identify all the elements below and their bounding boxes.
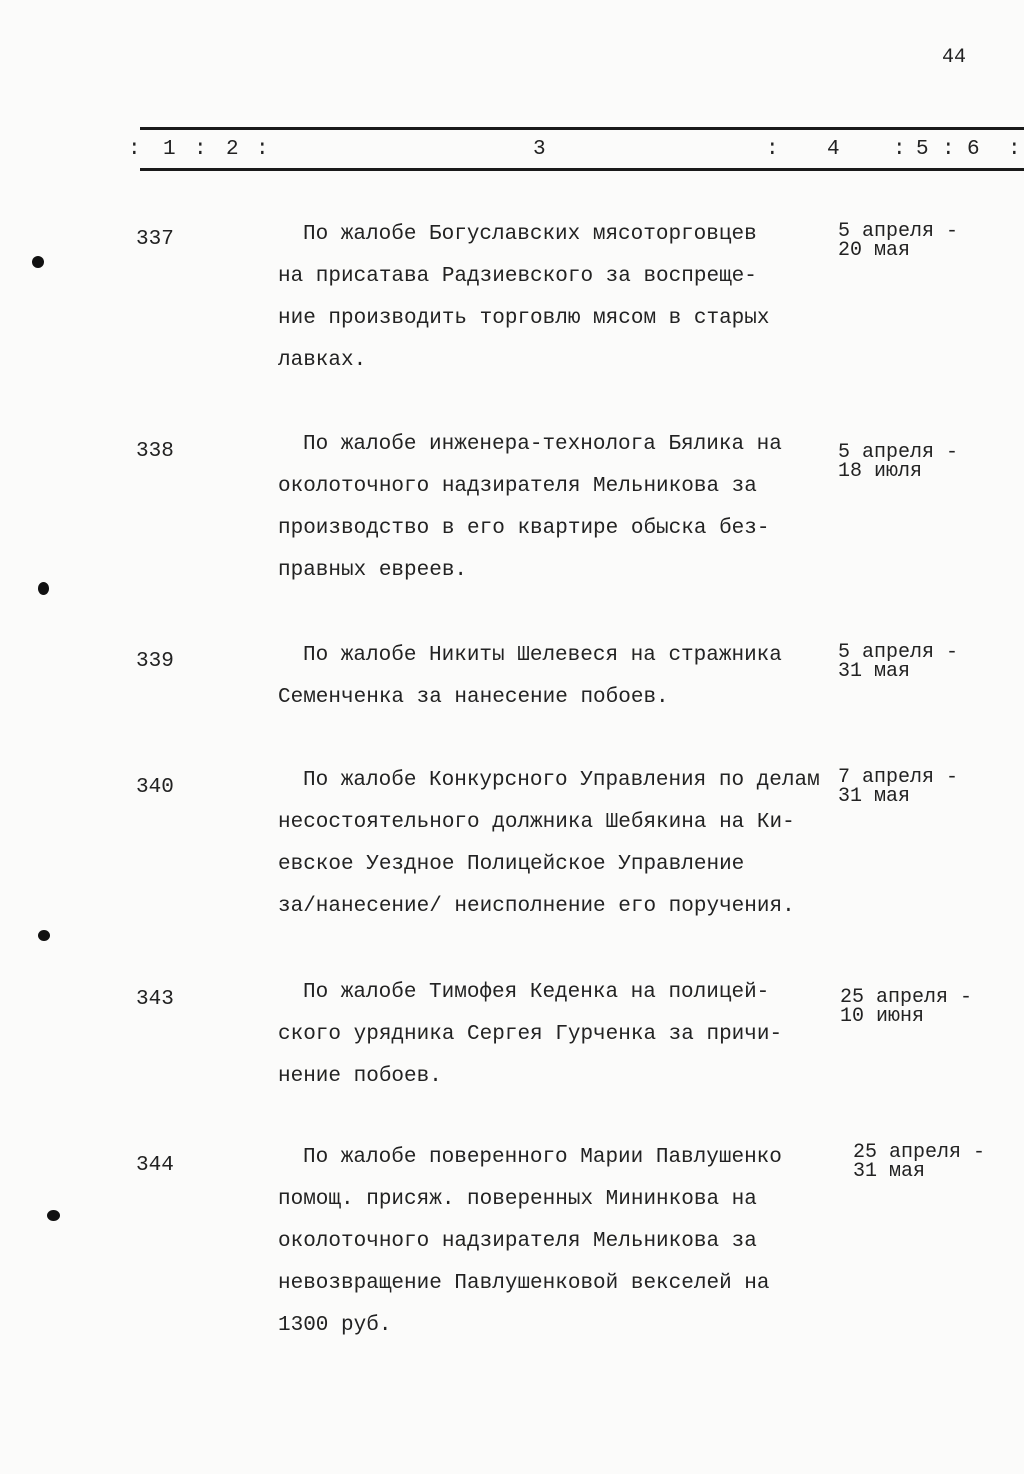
date-to: 20 мая (838, 239, 911, 262)
entry-dates (838, 222, 958, 260)
date-from: 25 апреля - (853, 1141, 986, 1164)
date-to: 31 мая (838, 660, 911, 683)
entry-number: 339 (136, 650, 174, 673)
header-bottom-rule (140, 168, 1024, 171)
entry-text (278, 635, 782, 719)
text-line: ского урядника Сергея Гурченка за причи- (278, 1023, 783, 1046)
date-to: 10 июня (840, 1005, 925, 1028)
header-sep: : (942, 138, 955, 161)
text-line: на присатава Радзиевского за воспреще- (278, 265, 757, 288)
text-line: По жалобе Тимофея Кеденка на полицей- (303, 981, 770, 1004)
header-sep: : (194, 138, 207, 161)
page-number: 44 (942, 46, 967, 69)
text-line: производство в его квартире обыска без- (278, 517, 770, 540)
entry-text (278, 214, 769, 382)
header-sep: : (766, 138, 779, 161)
date-to: 31 мая (853, 1160, 926, 1183)
text-line: помощ. присяж. поверенных Мининкова на (278, 1188, 757, 1211)
entry-text (278, 424, 782, 592)
entry-number: 340 (136, 776, 174, 799)
date-from: 7 апреля - (838, 766, 959, 789)
entry-text (278, 760, 820, 928)
entry-dates (840, 988, 972, 1026)
date-from: 5 апреля - (838, 641, 959, 664)
header-col-6: 6 (967, 138, 980, 161)
date-from: 25 апреля - (840, 986, 973, 1009)
text-line: правных евреев. (278, 559, 468, 582)
entry-number: 343 (136, 988, 174, 1011)
header-col-3: 3 (533, 138, 546, 161)
header-col-5: 5 (916, 138, 929, 161)
text-line: околоточного надзирателя Мельникова за (278, 1230, 757, 1253)
text-line: нение побоев. (278, 1065, 442, 1088)
header-top-rule (140, 127, 1024, 130)
punch-hole-mark (38, 582, 49, 595)
entry-dates (853, 1143, 985, 1181)
entry-number: 344 (136, 1154, 174, 1177)
text-line: По жалобе инженера-технолога Бялика на (303, 433, 782, 456)
text-line: несостоятельного должника Шебякина на Ки- (278, 811, 795, 834)
text-line: лавках. (278, 349, 367, 372)
date-from: 5 апреля - (838, 441, 959, 464)
text-line: евское Уездное Полицейское Управление (278, 853, 745, 876)
header-sep: : (256, 138, 269, 161)
text-line: По жалобе Никиты Шелевеся на стражника (303, 644, 782, 667)
punch-hole-mark (38, 930, 50, 941)
header-col-1: 1 (163, 138, 176, 161)
header-sep: : (128, 138, 141, 161)
date-to: 31 мая (838, 785, 911, 808)
text-line: невозвращение Павлушенковой векселей на (278, 1272, 770, 1295)
header-sep: : (1008, 138, 1021, 161)
date-to: 18 июля (838, 460, 923, 483)
header-col-2: 2 (226, 138, 239, 161)
date-from: 5 апреля - (838, 220, 959, 243)
text-line: По жалобе Богуславских мясоторговцев (303, 223, 757, 246)
entry-dates (838, 643, 958, 681)
entry-number: 337 (136, 228, 174, 251)
text-line: 1300 руб. (278, 1314, 392, 1337)
text-line: По жалобе Конкурсного Управления по делам (303, 769, 820, 792)
text-line: Семенченка за нанесение побоев. (278, 686, 669, 709)
text-line: По жалобе поверенного Марии Павлушенко (303, 1146, 782, 1169)
entry-text (278, 972, 782, 1098)
entry-number: 338 (136, 440, 174, 463)
header-sep: : (893, 138, 906, 161)
punch-hole-mark (47, 1210, 60, 1221)
entry-dates (838, 443, 958, 481)
text-line: ние производить торговлю мясом в старых (278, 307, 770, 330)
entry-text (278, 1137, 782, 1347)
text-line: околоточного надзирателя Мельникова за (278, 475, 757, 498)
punch-hole-mark (32, 256, 44, 268)
header-col-4: 4 (827, 138, 840, 161)
text-line: за/нанесение/ неисполнение его поручения. (278, 895, 795, 918)
entry-dates (838, 768, 958, 806)
